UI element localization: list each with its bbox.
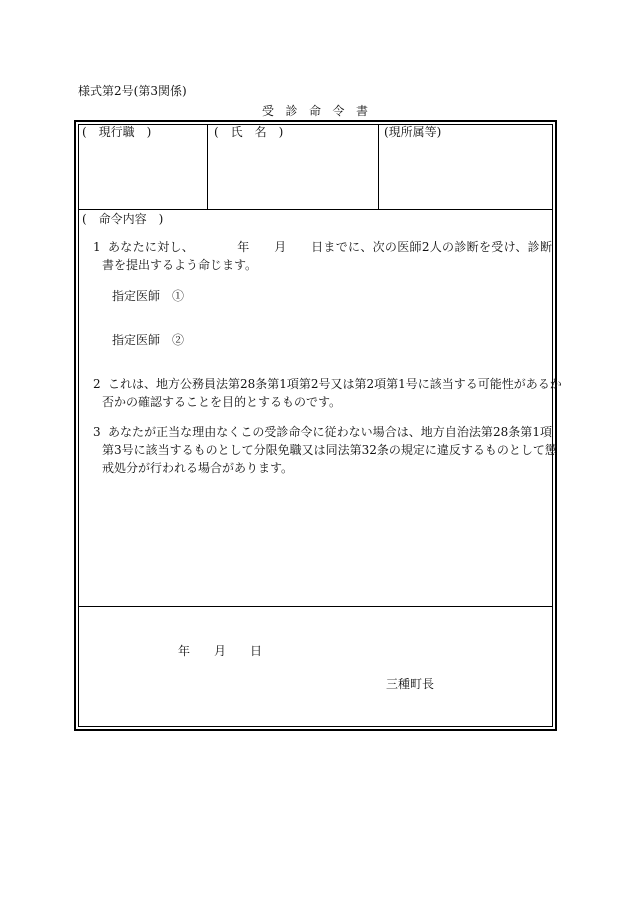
order-item-text: 第3号に該当するものとして分限免職又は同法第32条の規定に違反するものとして懲: [102, 443, 557, 457]
order-item-line: [93, 375, 562, 393]
order-item-line: [93, 423, 552, 441]
order-item-number: 2: [93, 377, 101, 391]
issue-date: 年 月 日: [178, 644, 263, 658]
designated-doctor-1: 指定医師 ①: [112, 289, 185, 303]
designated-doctor-2: 指定医師 ②: [112, 333, 185, 347]
order-item-1: [93, 238, 552, 274]
order-item-text: あなたに対し、 年 月 日までに、次の医師2人の診断を受け、診断: [108, 240, 552, 254]
footer-divider: [78, 606, 553, 607]
current-affiliation-label: (現所属等): [384, 125, 442, 139]
order-item-number: 1: [93, 240, 101, 254]
order-content-label: ( 命令内容 ): [82, 212, 164, 226]
order-item-text: これは、地方公務員法第28条第1項第2号又は第2項第1号に該当する可能性があるか: [108, 377, 562, 391]
form-number: 様式第2号(第3関係): [78, 84, 187, 98]
header-column-divider: [378, 124, 379, 209]
order-item-text: 戒処分が行われる場合があります。: [102, 461, 294, 475]
order-item-2: [93, 375, 562, 411]
order-item-number: 3: [93, 425, 101, 439]
issuer-name: 三種町長: [386, 677, 435, 691]
name-label: ( 氏 名 ): [214, 125, 284, 139]
current-position-label: ( 現行職 ): [82, 125, 152, 139]
document-title: 受診命令書: [262, 104, 380, 118]
order-item-3: [93, 423, 557, 477]
order-item-text: 否かの確認することを目的とするものです。: [102, 395, 342, 409]
order-item-text: 書を提出するよう命じます。: [102, 258, 258, 272]
order-item-text: あなたが正当な理由なくこの受診命令に従わない場合は、地方自治法第28条第1項: [108, 425, 552, 439]
header-column-divider: [207, 124, 208, 209]
order-item-line: [93, 238, 552, 256]
